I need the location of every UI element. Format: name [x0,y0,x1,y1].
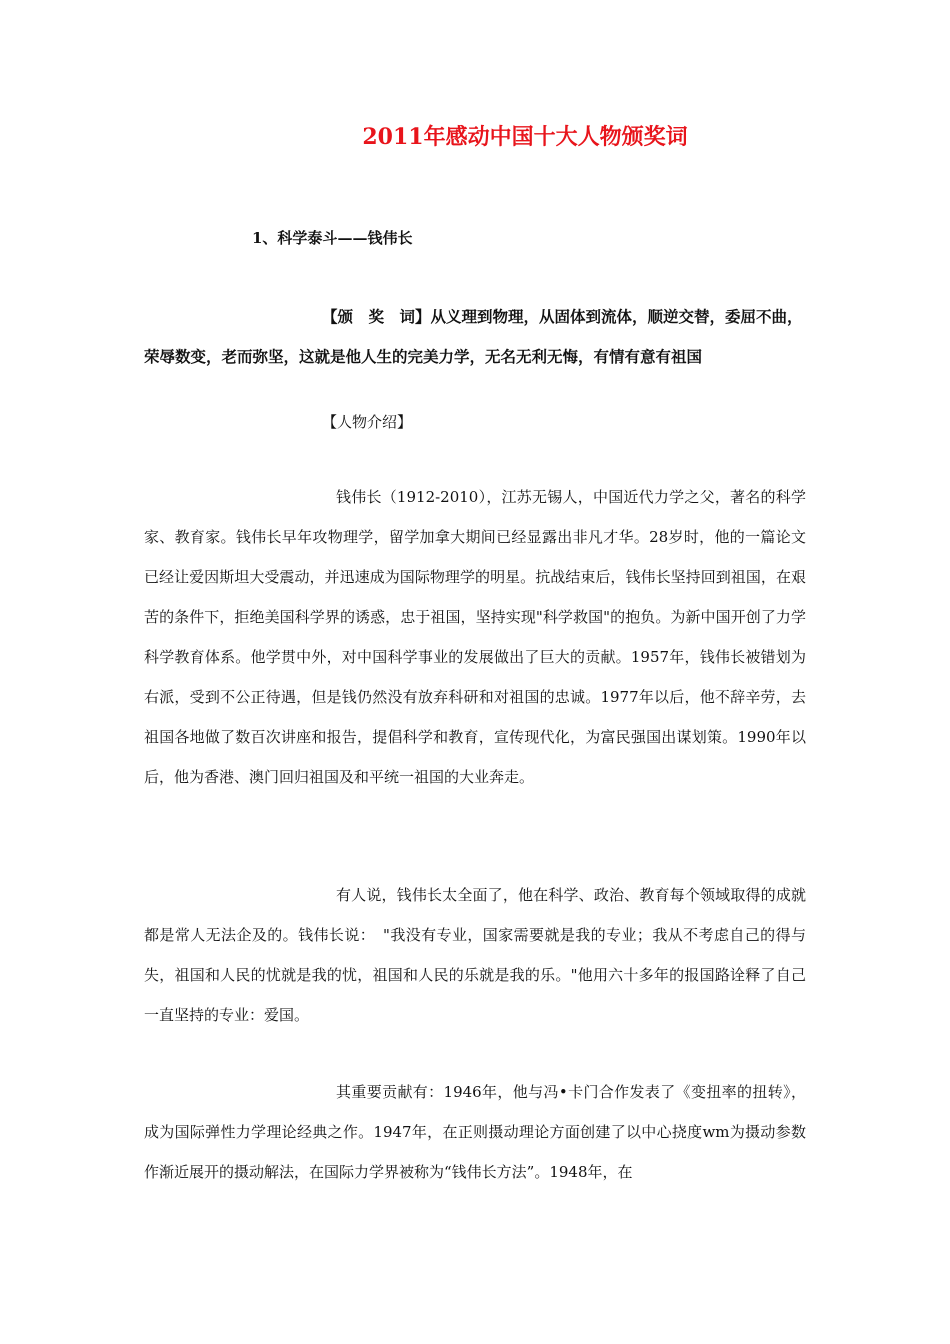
paragraph-biography: 钱伟长（1912-2010），江苏无锡人，中国近代力学之父，著名的科学家、教育家。钱伟长早年攻物理学，留学加拿大期间已经显露出非凡才华。28岁时，他的一篇论文已经让爱因斯坦大受震动，并迅速成为国际物理学的明星。抗战结束后，钱伟长坚持回到祖国，在艰苦的条件下，拒绝美国科学界的诱惑，忠于祖国，坚持实现"科学救国"的抱负。为新中国开创了力学科学教育体系。他学贯中外，对中国科学事业的发展做出了巨大的贡献。1957年，钱伟长被错划为右派，受到不公正待遇，但是钱仍然没有放弃科研和对祖国的忠诚。1977年以后，他不辞辛劳，去祖国各地做了数百次讲座和报告，提倡科学和教育，宣传现代化，为富民强国出谋划策。1990年以后，他为香港、澳门回归祖国及和平统一祖国的大业奔走。 [144,488,806,786]
paragraph-contributions: 其重要贡献有：1946年，他与冯•卡门合作发表了《变扭率的扭转》，成为国际弹性力学理论经典之作。1947年，在正则摄动理论方面创建了以中心挠度wm为摄动参数作渐近展开的摄动解法，在国际力学界被称为“钱伟长方法”。1948年，在 [144,1083,806,1181]
document-title: 2011年感动中国十大人物颁奖词 [362,124,688,150]
award-citation: 【颁 奖 词】从义理到物理，从固体到流体，顺逆交替，委屈不曲，荣辱数变，老而弥坚，这就是他人生的完美力学，无名无利无悔，有情有意有祖国 [144,307,803,366]
intro-label: 【人物介绍】 [322,413,413,431]
paragraph-quote: 有人说，钱伟长太全面了，他在科学、政治、教育每个领域取得的成就都是常人无法企及的。钱伟长说： "我没有专业，国家需要就是我的专业；我从不考虑自己的得与失，祖国和人民的忧就是我的忧，祖国和人民的乐就是我的乐。"他用六十多年的报国路诠释了自己一直坚持的专业：爱国。 [144,886,806,1024]
section-heading: 1、科学泰斗——钱伟长 [252,229,413,247]
